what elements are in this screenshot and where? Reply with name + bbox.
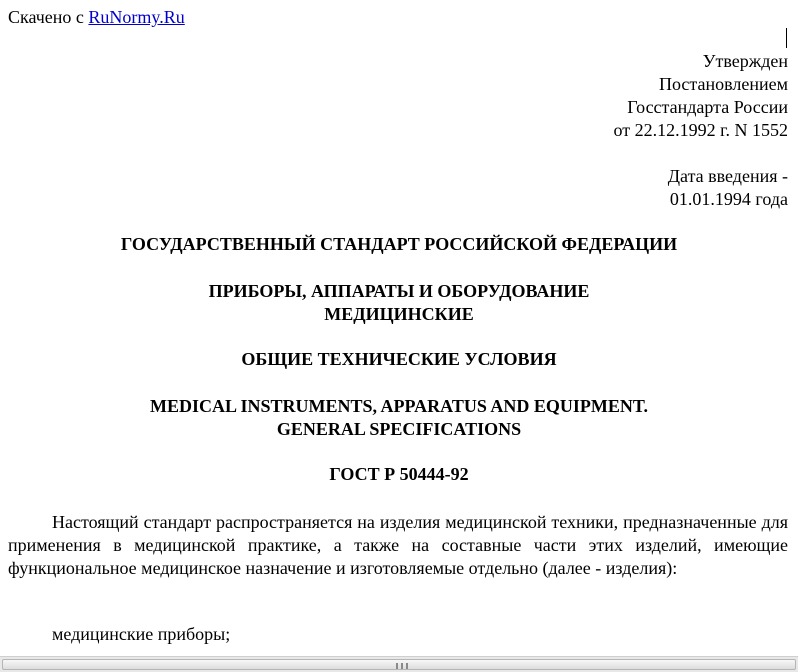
heading-general-conditions: ОБЩИЕ ТЕХНИЧЕСКИЕ УСЛОВИЯ [241,349,557,369]
approval-line-3: Госстандарта России [627,97,788,117]
intro-date-line-2: 01.01.1994 года [669,189,788,209]
horizontal-scrollbar[interactable] [0,656,798,672]
heading-devices-line-2: МЕДИЦИНСКИЕ [324,304,474,324]
approval-line-4: от 22.12.1992 г. N 1552 [613,120,788,140]
heading-gost-number: ГОСТ Р 50444-92 [329,464,469,484]
heading-devices-line-1: ПРИБОРЫ, АППАРАТЫ И ОБОРУДОВАНИЕ [208,281,590,301]
source-prefix: Скачено с [8,7,89,27]
list-item-1: медицинские приборы; [52,624,231,644]
source-line [8,6,185,28]
body-paragraph-1: Настоящий стандарт распространяется на изделия медицинской техники, предназначенные для применения в медицинской практике, а также на составные части этих изделий, имеющие функциональное медицинское назначение и изготовляемые отдельно (далее - изделия): [8,512,788,578]
heading-state-standard: ГОСУДАРСТВЕННЫЙ СТАНДАРТ РОССИЙСКОЙ ФЕДЕРАЦИИ [120,234,678,254]
approval-block [614,50,788,142]
grip-icon [396,663,408,669]
approval-line-1: Утвержден [702,51,788,71]
heading-english-line-1: MEDICAL INSTRUMENTS, APPARATUS AND EQUIPMENT. [149,396,649,416]
heading-devices [0,280,798,326]
heading-english-line-2: GENERAL SPECIFICATIONS [276,419,522,439]
intro-date-block [668,165,788,211]
heading-english [0,395,798,441]
scrollbar-thumb[interactable] [2,659,796,670]
source-link[interactable]: RuNormy.Ru [88,7,185,27]
approval-line-2: Постановлением [658,74,788,94]
text-cursor [786,28,787,48]
intro-date-line-1: Дата введения - [667,166,788,186]
